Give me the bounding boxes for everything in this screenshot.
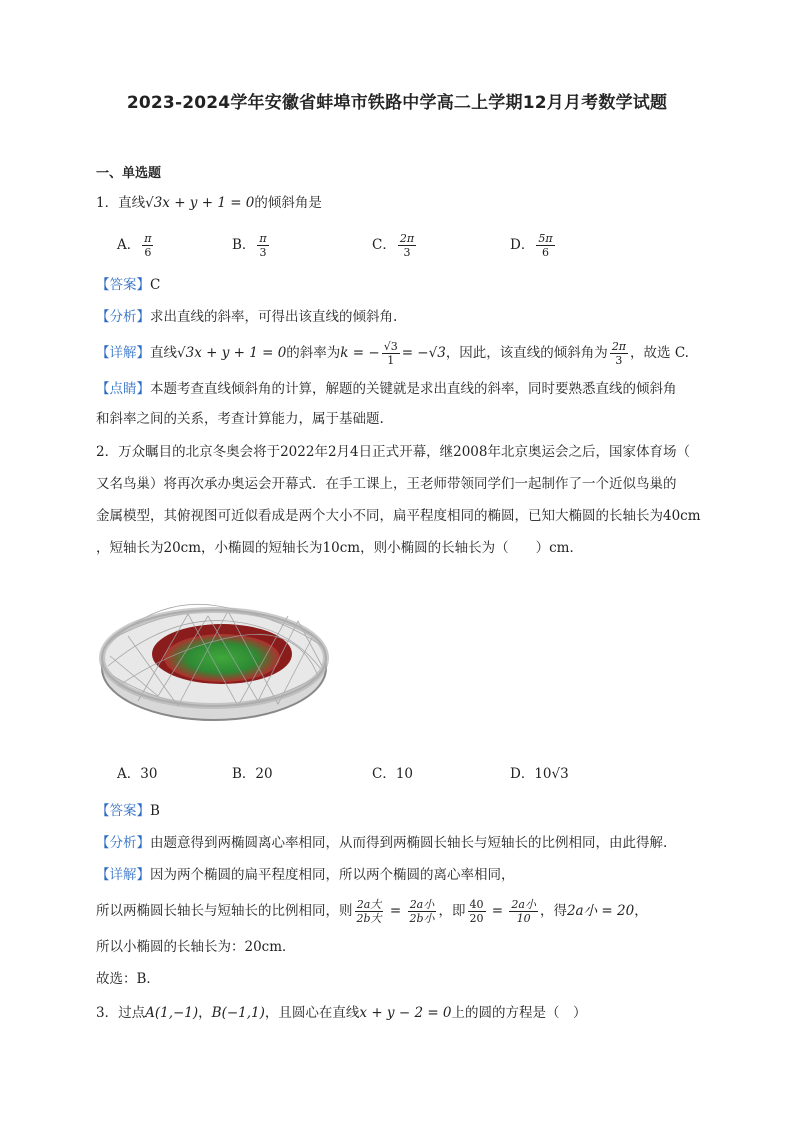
option-label: B． (232, 237, 256, 253)
option-label: C． (372, 237, 396, 253)
ratio-fraction-4: $\frac{\text{2a小}}{10}$ (511, 898, 536, 925)
option-value: 30 (140, 766, 158, 782)
q2-stem-line4: ，短轴长为20cm，小椭圆的短轴长为10cm，则小椭圆的长轴长为（ ）cm． (96, 540, 583, 556)
option-fraction: $\frac{2\pi}{3}$ (399, 232, 415, 259)
option-label: D． (510, 237, 535, 253)
option-label: D． (510, 766, 535, 782)
q2-option-b (232, 762, 273, 782)
option-value: 10 (395, 766, 414, 782)
q2-stem-line1: 2．万众瞩目的北京冬奥会将于2022年2月4日正式开幕，继2008年北京奥运会之后，国家体育场（ (96, 444, 690, 460)
q3-text: ，且圆心在直线 (264, 1005, 360, 1021)
q2-option-c (372, 762, 413, 782)
detail-tag: 【详解】 (96, 867, 150, 883)
q1-option-c (372, 232, 418, 259)
q2-stem-line2: 又名鸟巢）将再次承办奥运会开幕式．在手工课上，王老师带领同学们一起制作了一个近似鸟巢的 (96, 476, 677, 492)
q1-detail (96, 340, 689, 367)
q2-stem-line3: 金属模型，其俯视图可近似看成是两个大小不同，扁平程度相同的椭圆，已知大椭圆的长轴长为40cm (96, 508, 701, 524)
birds-nest-model-image (98, 576, 330, 734)
page-title: 2023-2024学年安徽省蚌埠市铁路中学高二上学期12月月考数学试题 (126, 93, 668, 113)
comment-tag: 【点睛】 (96, 381, 150, 397)
option-fraction: $\frac{\pi}{6}$ (144, 232, 152, 259)
q2-detail (96, 864, 515, 886)
option-label: B． (232, 766, 256, 782)
ratio-text: 所以两椭圆长轴长与短轴长的比例相同，则 (96, 903, 353, 919)
analysis-text: 由题意得到两椭圆离心率相同，从而得到两椭圆长轴长与短轴长的比例相同，由此得解. (150, 835, 668, 851)
question-3-stem (96, 1002, 587, 1024)
q1-analysis (96, 306, 397, 328)
q1-comment-line2: 和斜率之间的关系，考查计算能力，属于基础题. (96, 411, 384, 427)
option-fraction: $\frac{\pi}{3}$ (259, 232, 267, 259)
q1-suffix: 的倾斜角是 (254, 195, 322, 211)
q1-prefix: 1．直线 (96, 195, 146, 211)
detail-equation: √3x + y + 1 = 0 (177, 345, 287, 361)
q1-equation: √3x + y + 1 = 0 (145, 195, 255, 211)
ratio-fraction-2: $\frac{\text{2a小}}{\text{2b小}}$ (409, 898, 435, 925)
q1-option-a (117, 232, 155, 259)
option-fraction: $\frac{5\pi}{6}$ (538, 232, 553, 259)
detail-text: ，故选 C. (630, 345, 689, 361)
q2-answer (96, 800, 160, 822)
q2-ratio-line: 所以两椭圆长轴长与短轴长的比例相同，则 $\frac{\text{2a大}}{\text{2b大}}$ = $\frac{\text{2a小}}{\text{2b小}}$ ，即 $\frac{40}{20}$ = $\frac{\text{2a小}}{10}$ ，得2a小 = 20， (96, 898, 648, 925)
detail-slope: k = − (340, 345, 380, 361)
q2-conclusion: 所以小椭圆的长轴长为：20cm． (96, 939, 296, 955)
detail-angle-fraction: $\frac{2\pi}{3}$ (611, 340, 627, 367)
comment-text: 本题考查直线倾斜角的计算，解题的关键就是求出直线的斜率，同时要熟悉直线的倾斜角 (150, 381, 677, 397)
answer-tag: 【答案】 (96, 277, 150, 293)
ratio-fraction-1: $\frac{\text{2a大}}{\text{2b大}}$ (356, 898, 382, 925)
answer-value: B (150, 803, 160, 819)
q2-analysis (96, 832, 667, 854)
answer-value: C (150, 277, 161, 293)
detail-slope-value: = −√3 (401, 345, 446, 361)
section-heading: 一、单选题 (96, 166, 162, 181)
analysis-tag: 【分析】 (96, 835, 150, 851)
ratio-fraction-3: $\frac{40}{20}$ (469, 898, 484, 925)
option-label: A． (117, 766, 141, 782)
q1-option-b (232, 232, 271, 259)
q1-option-d (510, 232, 557, 259)
option-label: C． (372, 766, 396, 782)
q3-text: 上的圆的方程是（ ） (451, 1005, 587, 1021)
option-value: 20 (255, 766, 273, 782)
answer-tag: 【答案】 (96, 803, 150, 819)
q1-comment-line1 (96, 378, 677, 400)
detail-text: ，因此，该直线的倾斜角为 (445, 345, 608, 361)
q2-option-d (510, 762, 569, 782)
ratio-text: ， (634, 903, 648, 919)
ratio-text: ，即 (438, 903, 466, 919)
option-value: 10√3 (534, 766, 569, 782)
q2-option-a (117, 762, 157, 782)
q2-choice: 故选：B． (96, 971, 160, 987)
q3-point-b: B(−1,1) (211, 1005, 265, 1021)
detail-fraction: $\frac{√3}{1}$ (383, 340, 398, 367)
q3-text: 3．过点 (96, 1005, 146, 1021)
detail-text: 直线 (150, 345, 177, 361)
q3-point-a: A(1,−1) (145, 1005, 199, 1021)
detail-text: 的斜率为 (286, 345, 341, 361)
detail-tag: 【详解】 (96, 345, 150, 361)
q3-line-equation: x + y − 2 = 0 (359, 1005, 452, 1021)
question-1-stem (96, 192, 322, 214)
q3-text: ， (198, 1005, 212, 1021)
detail-text: 因为两个椭圆的扁平程度相同，所以两个椭圆的离心率相同， (150, 867, 515, 883)
option-label: A． (117, 237, 141, 253)
analysis-text: 求出直线的斜率，可得出该直线的倾斜角. (150, 309, 398, 325)
q1-answer (96, 274, 160, 296)
ratio-text: ，得 (539, 903, 567, 919)
ratio-result: 2a小 = 20 (566, 903, 635, 919)
analysis-tag: 【分析】 (96, 309, 150, 325)
